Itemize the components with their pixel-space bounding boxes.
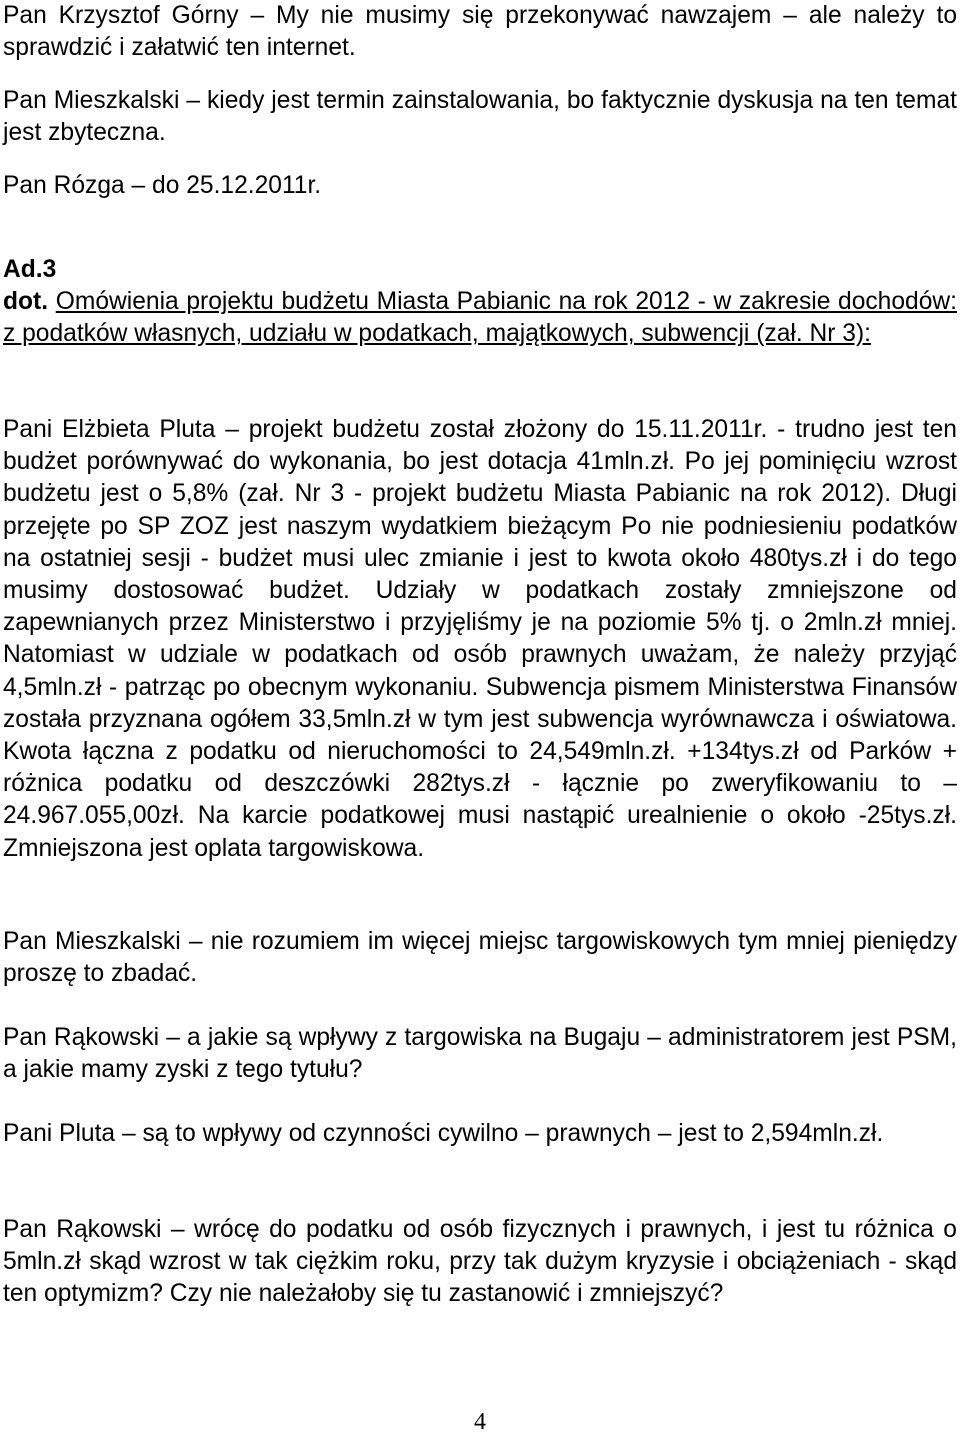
paragraph-rakowski-2: Pan Rąkowski – wrócę do podatku od osób fizycznych i prawnych, i jest tu różnica o 5mln.zł skąd wzrost w tak ciężkim roku, przy tak dużym kryzysie i obciążeniach - skąd ten optymizm? Czy nie należałoby się tu zastanowić i zmniejszyć?: [3, 1216, 957, 1308]
paragraph-mieszkalski-2: Pan Mieszkalski – nie rozumiem im więcej miejsc targowiskowych tym mniej pieniędzy proszę to zbadać.: [3, 928, 957, 988]
paragraph-pluta-2: Pani Pluta – są to wpływy od czynności cywilno – prawnych – jest to 2,594mln.zł.: [3, 1120, 884, 1147]
agenda-heading: [3, 286, 957, 350]
paragraph-mieszkalski-1: Pan Mieszkalski – kiedy jest termin zainstalowania, bo faktycznie dyskusja na ten temat jest zbyteczna.: [3, 87, 957, 147]
paragraph-rozga: Pan Rózga – do 25.12.2011r.: [3, 172, 322, 199]
agenda-item: [3, 254, 957, 351]
agenda-text: Omówienia projektu budżetu Miasta Pabianic na rok 2012 - w zakresie dochodów: z podatków własnych, udziału w podatkach, majątkowych, subwencji (zał. Nr 3):: [3, 288, 957, 348]
paragraph-pluta-1: Pani Elżbieta Pluta – projekt budżetu został złożony do 15.11.2011r. - trudno jest ten budżet porównywać do wykonania, bo jest dotacja 41mln.zł. Po jej pominięciu wzrost budżetu jest o 5,8% (zał. Nr 3 - projekt budżetu Miasta Pabianic na rok 2012). Długi przejęte po SP ZOZ jest naszym wydatkiem bieżącym Po nie podniesieniu podatków na ostatniej sesji - budżet musi ulec zmianie i jest to kwota około 480tys.zł i do tego musimy dostosować budżet. Udziały w podatkach zostały zmniejszone od zapewnianych przez Ministerstwo i przyjęliśmy je na poziomie 5% tj. o 2mln.zł mniej. Natomiast w udziale w podatkach od osób prawnych uważam, że należy przyjąć 4,5mln.zł - patrząc po obecnym wykonaniu. Subwencja pismem Ministerstwa Finansów została przyznana ogółem 33,5mln.zł w tym jest subwencja wyrównawcza i oświatowa. Kwota łączna z podatku od nieruchomości to 24,549mln.zł. +134tys.zł od Parków + różnica podatku od deszczówki 282tys.zł - łącznie po zweryfikowaniu to – 24.967.055,00zł. Na karcie podatkowej musi nastąpić urealnienie o około -25tys.zł. Zmniejszona jest oplata targowiskowa.: [3, 416, 957, 862]
agenda-number: Ad.3: [3, 256, 57, 283]
paragraph-rakowski-1: Pan Rąkowski – a jakie są wpływy z targowiska na Bugaju – administratorem jest PSM, a jakie mamy zyski z tego tytułu?: [3, 1024, 957, 1084]
paragraph-gorny: Pan Krzysztof Górny – My nie musimy się przekonywać nawzajem – ale należy to sprawdzić i załatwić ten internet.: [3, 2, 957, 62]
agenda-prefix: dot.: [3, 288, 49, 316]
page-number: 4: [474, 1409, 486, 1435]
